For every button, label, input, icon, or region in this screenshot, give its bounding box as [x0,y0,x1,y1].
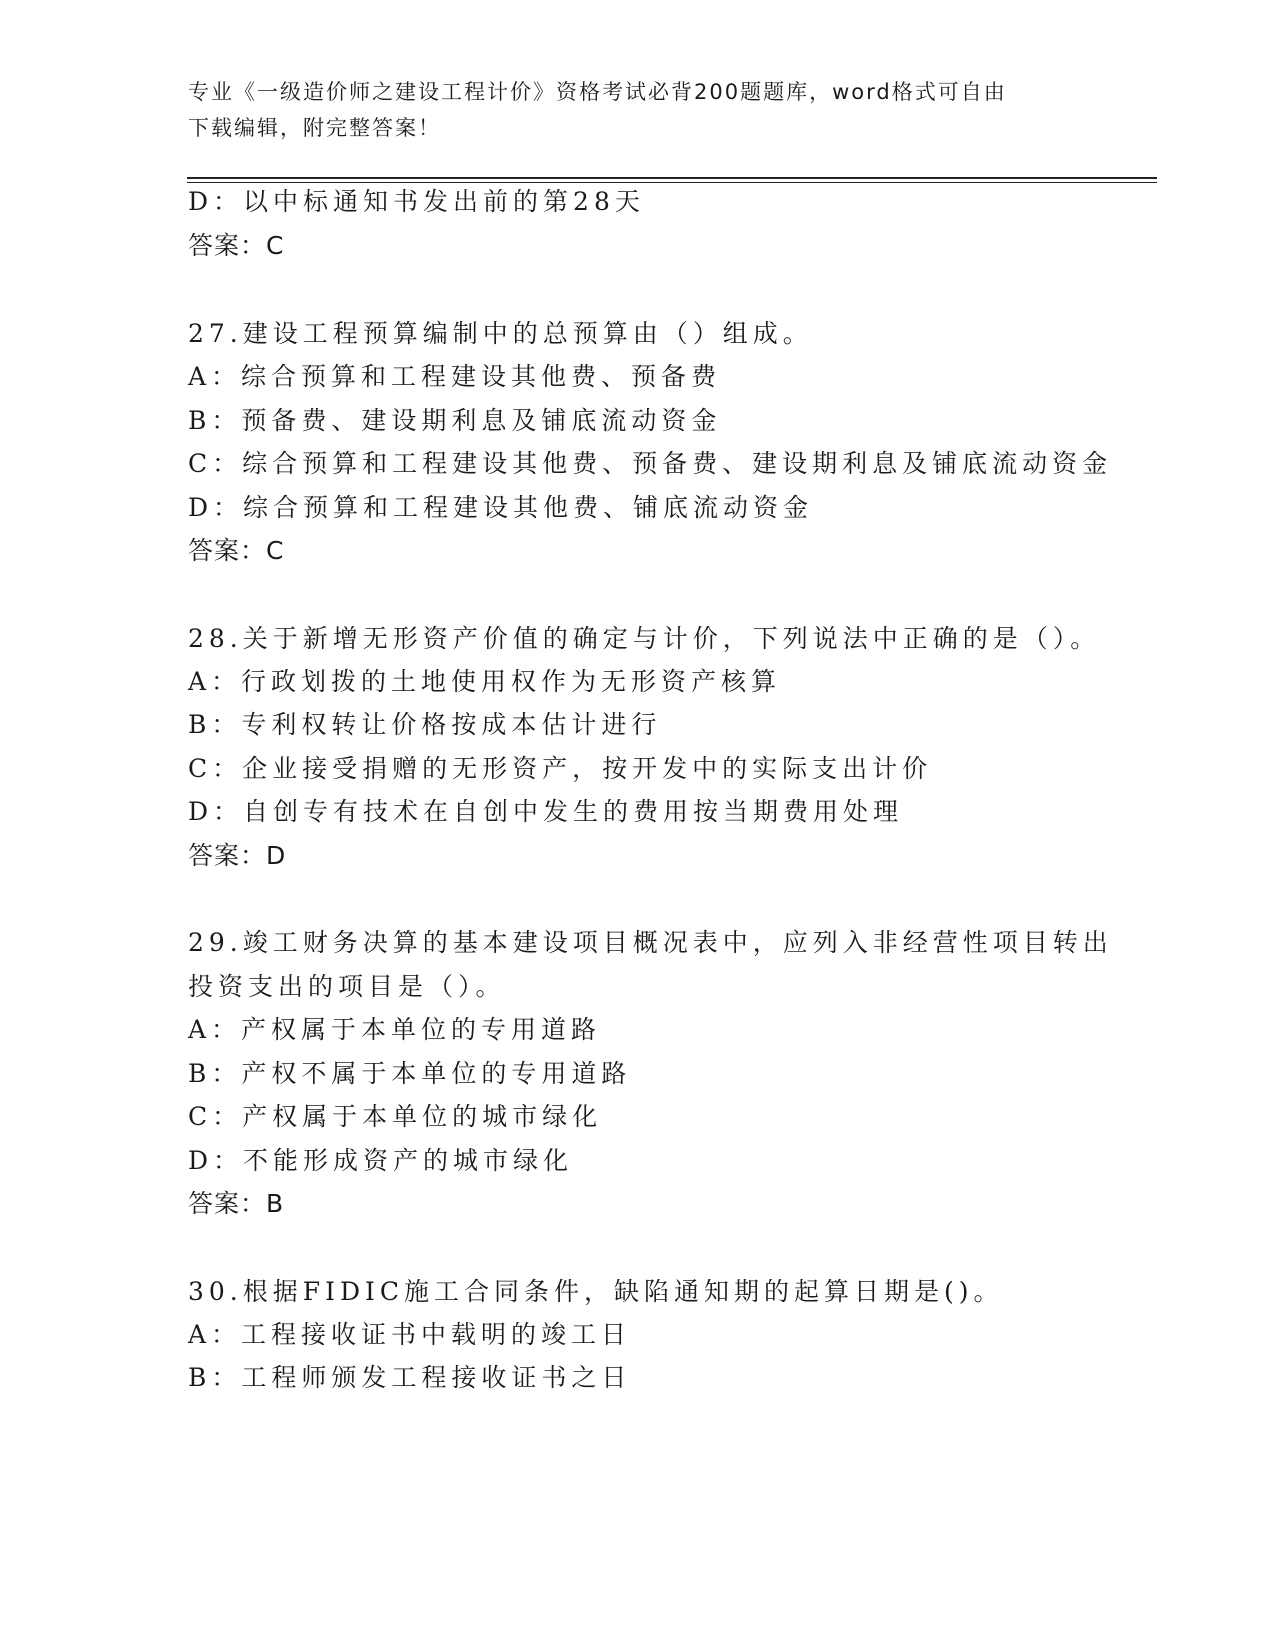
q29-answer: 答案：B [188,1189,285,1218]
q27-answer: 答案：C [188,536,285,565]
prev-answer: 答案：C [188,231,285,260]
q28-option-a: A：行政划拨的土地使用权作为无形资产核算 [188,667,782,696]
q28-option-b: B：专利权转让价格按成本估计进行 [188,710,662,739]
q27-option-b: B：预备费、建设期利息及铺底流动资金 [188,406,722,435]
q29-option-d: D：不能形成资产的城市绿化 [188,1146,574,1175]
q29-stem-line-1: 29.竣工财务决算的基本建设项目概况表中，应列入非经营性项目转出 [188,928,1113,957]
header-line-2: 下载编辑，附完整答案！ [188,116,441,140]
q27-stem: 27.建设工程预算编制中的总预算由（）组成。 [188,319,813,348]
header-divider-thin [187,182,1157,183]
q27-option-c: C：综合预算和工程建设其他费、预备费、建设期利息及铺底流动资金 [188,449,1113,478]
q29-option-a: A：产权属于本单位的专用道路 [188,1015,602,1044]
q30-option-a: A：工程接收证书中载明的竣工日 [188,1320,632,1349]
header-divider-thick [187,177,1157,179]
prev-option-d: D：以中标通知书发出前的第28天 [188,187,645,216]
q27-option-a: A：综合预算和工程建设其他费、预备费 [188,362,722,391]
header-line-1: 专业《一级造价师之建设工程计价》资格考试必背200题题库，word格式可自由 [188,80,1007,104]
q29-option-c: C：产权属于本单位的城市绿化 [188,1102,603,1131]
q28-option-d: D：自创专有技术在自创中发生的费用按当期费用处理 [188,797,904,826]
q28-option-c: C：企业接受捐赠的无形资产，按开发中的实际支出计价 [188,754,933,783]
q30-option-b: B：工程师颁发工程接收证书之日 [188,1363,632,1392]
q27-option-d: D：综合预算和工程建设其他费、铺底流动资金 [188,493,814,522]
q29-stem-line-2: 投资支出的项目是（）。 [188,972,506,1001]
q29-option-b: B：产权不属于本单位的专用道路 [188,1059,632,1088]
q30-stem: 30.根据FIDIC施工合同条件，缺陷通知期的起算日期是()。 [188,1277,1004,1306]
q28-stem: 28.关于新增无形资产价值的确定与计价，下列说法中正确的是（）。 [188,624,1101,653]
q28-answer: 答案：D [188,841,287,870]
document-header [188,74,1068,146]
